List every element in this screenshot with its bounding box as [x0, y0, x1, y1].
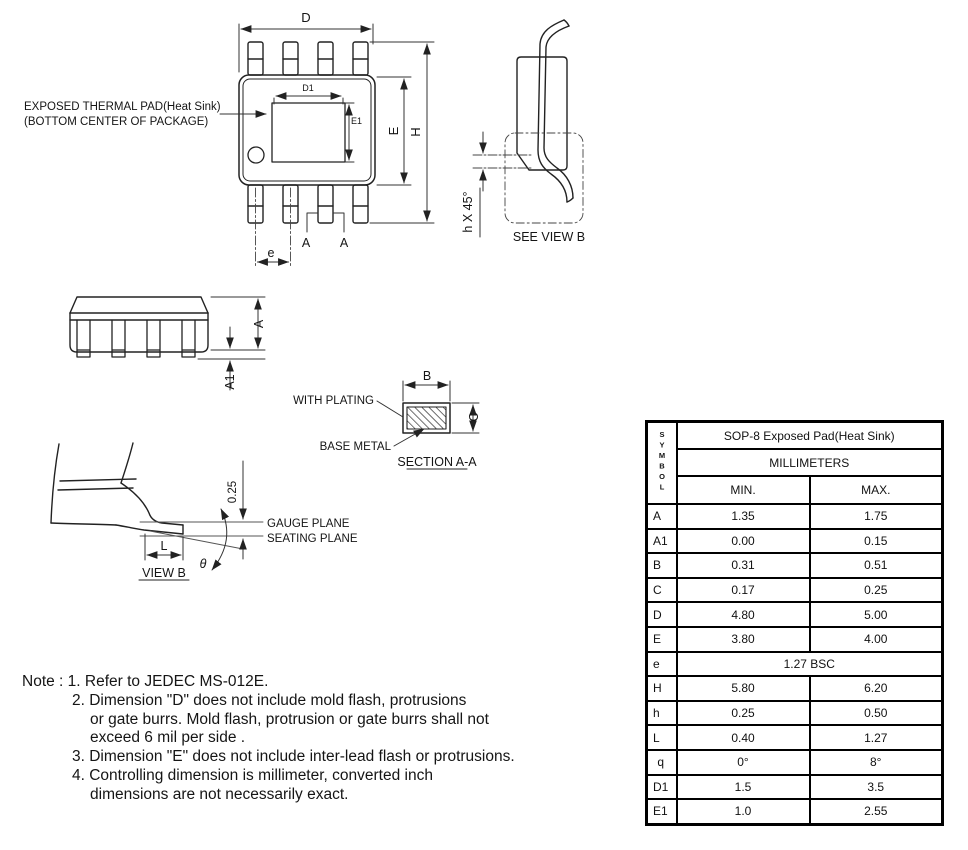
- max-cell: 1.27: [810, 725, 943, 750]
- dim-B-lines: [403, 381, 450, 401]
- max-cell: 0.15: [810, 529, 943, 554]
- dim-A1-label: A1: [223, 374, 237, 390]
- note-line: Note : 1. Refer to JEDEC MS-012E.: [22, 673, 269, 690]
- dim-B-label: B: [422, 369, 432, 383]
- table-row: [647, 553, 943, 578]
- view-b-caption: VIEW B: [142, 566, 186, 580]
- side-view-body: [70, 297, 208, 352]
- with-plating-leader: [377, 401, 403, 417]
- table-row: [647, 799, 943, 824]
- pin1-marker: [248, 147, 264, 163]
- min-cell: 4.80: [677, 602, 810, 627]
- base-metal-label: BASE METAL: [319, 441, 391, 453]
- table-row: [647, 725, 943, 750]
- min-cell: 1.35: [677, 504, 810, 529]
- max-cell: 2.55: [810, 799, 943, 824]
- col-header-min: MIN.: [677, 476, 810, 504]
- table-row: [647, 652, 943, 677]
- seating-plane-label: SEATING PLANE: [267, 533, 358, 545]
- end-view: [461, 20, 585, 244]
- section-aa-caption: SECTION A-A: [397, 455, 477, 469]
- dim-H-lines: [370, 42, 434, 223]
- end-view-lead: [538, 20, 573, 202]
- package-body-inner-line: [243, 79, 371, 181]
- dim-C-label: C: [467, 412, 481, 422]
- theta-angle-arc: [212, 509, 227, 570]
- col-header-max: MAX.: [810, 476, 943, 504]
- section-aa-view: [293, 369, 481, 469]
- symbol-cell: B: [647, 553, 677, 578]
- max-cell: 0.50: [810, 701, 943, 726]
- symbol-column-header: [647, 422, 677, 505]
- table-row: [647, 602, 943, 627]
- symbol-cell: A: [647, 504, 677, 529]
- max-cell: 4.00: [810, 627, 943, 652]
- max-cell: 0.51: [810, 553, 943, 578]
- symbol-cell: A1: [647, 529, 677, 554]
- section-label-A-right: A: [339, 236, 349, 250]
- symbol-cell: e: [647, 652, 677, 677]
- dim-A-label: A: [252, 319, 266, 329]
- dim-E1-label: E1: [351, 116, 363, 126]
- symbol-cell: E: [647, 627, 677, 652]
- note-line: dimensions are not necessarily exact.: [90, 785, 349, 803]
- symbol-cell: E1: [647, 799, 677, 824]
- symbol-cell: L: [647, 725, 677, 750]
- dim-h-chamfer-label: h X 45°: [461, 191, 475, 233]
- span-cell: 1.27 BSC: [677, 652, 943, 677]
- table-row: [647, 701, 943, 726]
- note-line: 2. Dimension "D" does not include mold flash, protrusions: [72, 691, 467, 709]
- table-units: MILLIMETERS: [677, 449, 943, 476]
- top-view-bottom-pins: [248, 185, 368, 223]
- table-row: [647, 529, 943, 554]
- note-line: exceed 6 mil per side .: [90, 729, 246, 747]
- lead-base-metal-hatched: [407, 407, 446, 429]
- min-cell: 0.25: [677, 701, 810, 726]
- exposed-pad-outline: [272, 103, 345, 162]
- pad-callout-line1: EXPOSED THERMAL PAD(Heat Sink): [24, 101, 221, 113]
- note-line: or gate burrs. Mold flash, protrusion or gate burrs shall not: [90, 710, 489, 728]
- gauge-plane-label: GAUGE PLANE: [267, 518, 350, 530]
- max-cell: 3.5: [810, 775, 943, 800]
- dim-H-label: H: [408, 127, 423, 137]
- dim-D-label: D: [301, 10, 311, 25]
- theta-label: θ: [199, 557, 207, 571]
- dim-e-label: e: [267, 246, 275, 260]
- min-cell: 0.00: [677, 529, 810, 554]
- symbol-header-text: SYMBOL: [657, 430, 667, 493]
- symbol-cell: D: [647, 602, 677, 627]
- table-title: SOP-8 Exposed Pad(Heat Sink): [677, 422, 943, 450]
- min-cell: 0.40: [677, 725, 810, 750]
- note-line: 4. Controlling dimension is millimeter, converted inch: [72, 766, 433, 784]
- max-cell: 1.75: [810, 504, 943, 529]
- min-cell: 0.17: [677, 578, 810, 603]
- top-view-top-pins: [248, 42, 368, 75]
- dim-D1-label: D1: [302, 83, 314, 93]
- table-row: [647, 504, 943, 529]
- with-plating-label: WITH PLATING: [293, 395, 374, 407]
- min-cell: 0°: [677, 750, 810, 775]
- dim-025-label: 0.25: [227, 480, 239, 504]
- view-b-lead-profile: [51, 443, 183, 534]
- symbol-cell: D1: [647, 775, 677, 800]
- min-cell: 1.0: [677, 799, 810, 824]
- table-row: [647, 775, 943, 800]
- max-cell: 0.25: [810, 578, 943, 603]
- pad-callout-line2: (BOTTOM CENTER OF PACKAGE): [24, 116, 209, 128]
- min-cell: 1.5: [677, 775, 810, 800]
- symbol-cell: q: [647, 750, 677, 775]
- see-view-b-caption: SEE VIEW B: [512, 230, 586, 244]
- notes-block: [22, 673, 515, 805]
- max-cell: 5.00: [810, 602, 943, 627]
- symbol-cell: H: [647, 676, 677, 701]
- view-b: [51, 443, 358, 580]
- table-row: [647, 676, 943, 701]
- table-row: [647, 627, 943, 652]
- top-view: [24, 10, 434, 268]
- min-cell: 0.31: [677, 553, 810, 578]
- symbol-cell: h: [647, 701, 677, 726]
- side-view: [70, 297, 266, 390]
- dimension-table: [645, 420, 944, 826]
- max-cell: 8°: [810, 750, 943, 775]
- table-row: [647, 750, 943, 775]
- min-cell: 5.80: [677, 676, 810, 701]
- section-label-A-left: A: [301, 236, 311, 250]
- dim-L-label: L: [160, 539, 168, 553]
- max-cell: 6.20: [810, 676, 943, 701]
- base-metal-leader: [394, 429, 424, 446]
- min-cell: 3.80: [677, 627, 810, 652]
- dim-E1-lines: [345, 103, 354, 162]
- note-line: 3. Dimension "E" does not include inter-lead flash or protrusions.: [72, 748, 515, 766]
- symbol-cell: C: [647, 578, 677, 603]
- end-view-body: [517, 57, 567, 170]
- dim-E-label: E: [386, 126, 401, 136]
- table-row: [647, 578, 943, 603]
